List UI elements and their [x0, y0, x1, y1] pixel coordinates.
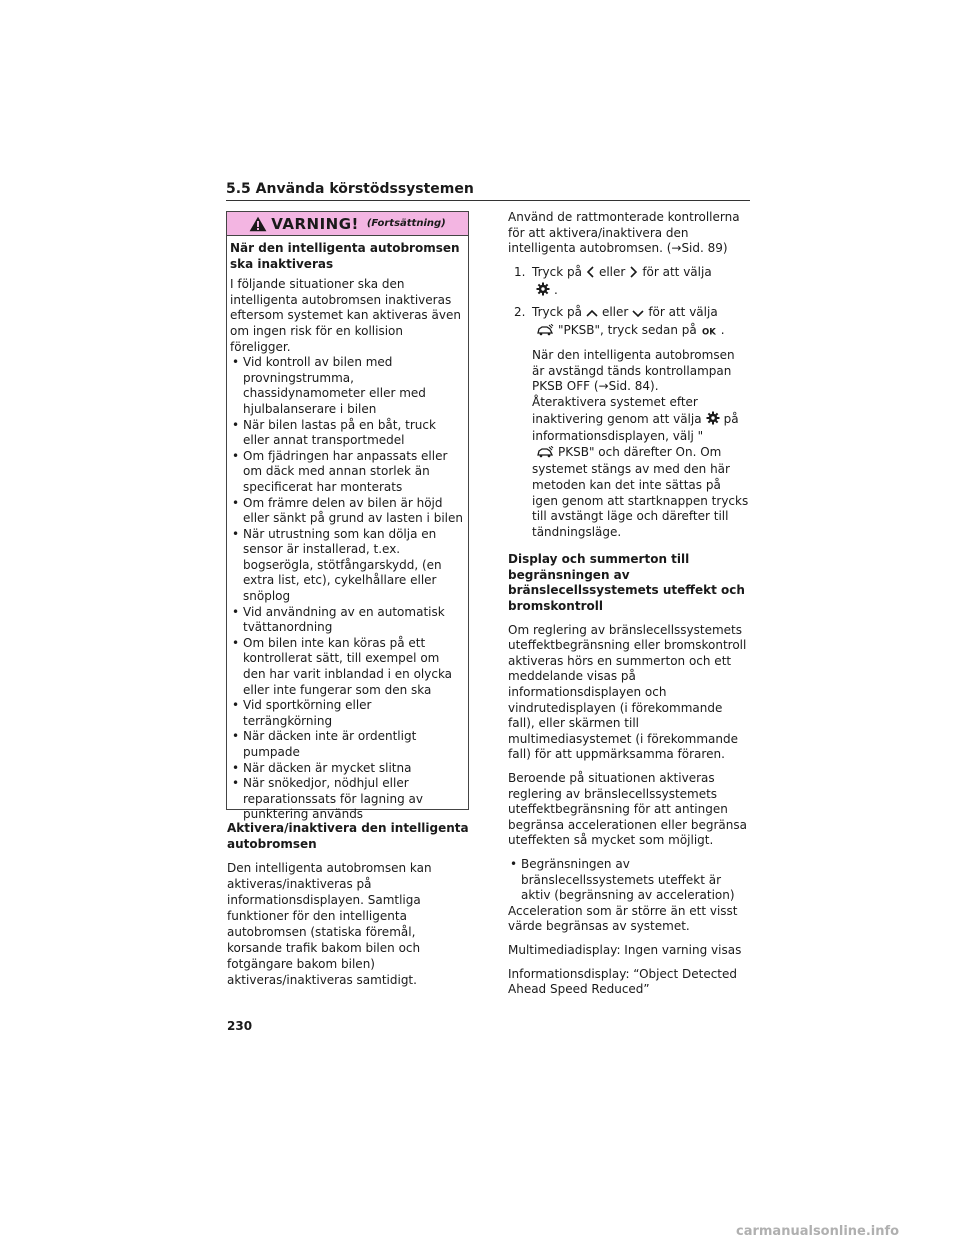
- list-item: • När däcken inte är ordentligt pumpade: [230, 729, 463, 760]
- warning-triangle-icon: [249, 216, 267, 232]
- list-item: • Begränsningen av bränslecellssystemets uteffekt är aktiv (begränsning av acceleration): [508, 857, 750, 904]
- pksb-car-icon: [536, 446, 554, 463]
- left-paragraph: Den intelligenta autobromsen kan aktiveras/inaktiveras på informationsdisplayen. Samtliga funktioner för den intelligenta autobromsen (statiska föremål, korsande trafik bakom bilen och fotgängare bakom bilen) aktiveras/inaktiveras samtidigt.: [227, 861, 432, 987]
- right-paragraph-1: Om reglering av bränslecellssystemets uteffektbegränsning eller bromskontroll aktiveras hörs en summerton och ett meddelande visas på informationsdisplayen och vindrutedisplayen (i förekommande fall), eller skärmen till multimediasystemet (i förekommande fall) för att uppmärksamma föraren.: [508, 622, 747, 762]
- list-item: • Om främre delen av bilen är höjd eller sänkt på grund av lasten i bilen: [230, 496, 463, 527]
- list-item: • När snökedjor, nödhjul eller reparationssats för lagning av punktering används: [230, 776, 463, 823]
- step-number: 1.: [514, 264, 526, 279]
- warning-continued: (Fortsättning): [366, 218, 446, 229]
- list-item: • När utrustning som kan dölja en sensor är installerad, t.ex. bogserögla, stötfångarskydd, (en extra list, etc), cykelhållare eller snöplog: [230, 527, 463, 605]
- warning-header: [227, 212, 468, 236]
- left-column: [227, 820, 469, 996]
- section-title: 5.5 Använda körstödssystemen: [226, 181, 474, 197]
- warning-body: [227, 236, 468, 823]
- right-heading-2: Display och summerton till begränsningen av bränslecellssystemets uteffekt och bromskontroll: [508, 552, 745, 614]
- right-bullet-list: [508, 857, 750, 904]
- list-item: • När bilen lastas på en båt, truck eller annat transportmedel: [230, 418, 463, 449]
- list-item: • Vid kontroll av bilen med provningstrumma, chassidynamometer eller med hjulbalanserare i bilen: [230, 355, 463, 417]
- svg-text:OK: OK: [701, 327, 716, 336]
- list-item: • Vid sportkörning eller terrängkörning: [230, 698, 463, 729]
- list-item: • När däcken är mycket slitna: [230, 761, 463, 777]
- step-number: 2.: [514, 304, 526, 319]
- watermark: carmanualsonline.info: [736, 1224, 900, 1239]
- step-2: 2. Tryck på eller för att välja "PKSB", tryck sedan på OK . När den intelligenta autobromsen är avstängd tänds kontrollampan PKSB OFF (→Sid. 84). Återaktivera systemet efter inaktivering genom att välja på informationsdisplayen, välj " PKSB" och därefter On. Om systemet stängs av med den här metoden kan det inte sättas på igen genom att startknappen trycks till avstängt läge och därefter till tändningsläge.: [514, 305, 750, 548]
- chevron-up-icon: [586, 307, 598, 323]
- right-paragraph-5: Informationsdisplay: “Object Detected Ahead Speed Reduced”: [508, 966, 738, 997]
- step-2-reactivate: Återaktivera systemet efter inaktivering genom att välja på informationsdisplayen, välj " PKSB" och därefter On. Om systemet stängs av med den här metoden kan det inte sättas på igen genom att startknappen trycks till avstängt läge och därefter till tändningsläge.: [532, 394, 749, 539]
- page-number: 230: [227, 1019, 253, 1033]
- warning-intro: I följande situationer ska den intelligenta autobromsen inaktiveras eftersom systemet kan aktiveras även om ingen risk för en kollision föreligger.: [230, 277, 461, 354]
- right-intro: Använd de rattmonterade kontrollerna för att aktivera/inaktivera den intelligenta autobromsen. (→Sid. 89): [508, 210, 740, 256]
- warning-list: [230, 355, 463, 823]
- warning-box: [226, 211, 469, 822]
- chevron-right-icon: [629, 266, 638, 283]
- list-item: • Vid användning av en automatisk tvättanordning: [230, 605, 463, 636]
- gear-icon: [706, 411, 720, 430]
- gear-icon: [536, 282, 550, 301]
- warning-subheading: När den intelligenta autobromsen ska inaktiveras: [230, 241, 460, 271]
- right-paragraph-4: Multimediadisplay: Ingen varning visas: [508, 942, 742, 957]
- step-1: 1. Tryck på eller för att välja .: [514, 265, 750, 301]
- right-column: [508, 210, 750, 1006]
- ok-button-icon: [701, 325, 717, 341]
- pksb-car-icon: [536, 324, 554, 341]
- chevron-down-icon: [632, 307, 644, 323]
- list-item: • Om fjädringen har anpassats eller om däck med annan storlek än specificerat har monterats: [230, 449, 463, 496]
- warning-title: VARNING!: [271, 214, 359, 233]
- right-paragraph-3: Acceleration som är större än ett visst värde begränsas av systemet.: [508, 903, 738, 934]
- chevron-left-icon: [586, 266, 595, 283]
- step-2-note: När den intelligenta autobromsen är avstängd tänds kontrollampan PKSB OFF (→Sid. 84).: [532, 348, 735, 394]
- right-paragraph-2: Beroende på situationen aktiveras reglering av bränslecellssystemets uteffektbegränsning för att antingen begränsa accelerationen eller begränsa uteffekten så mycket som möjligt.: [508, 771, 747, 848]
- list-item: • Om bilen inte kan köras på ett kontrollerat sätt, till exempel om den har varit inblandad i en olycka eller inte fungerar som den ska: [230, 636, 463, 698]
- section-header: [226, 178, 750, 201]
- left-heading: Aktivera/inaktivera den intelligenta autobromsen: [227, 821, 469, 851]
